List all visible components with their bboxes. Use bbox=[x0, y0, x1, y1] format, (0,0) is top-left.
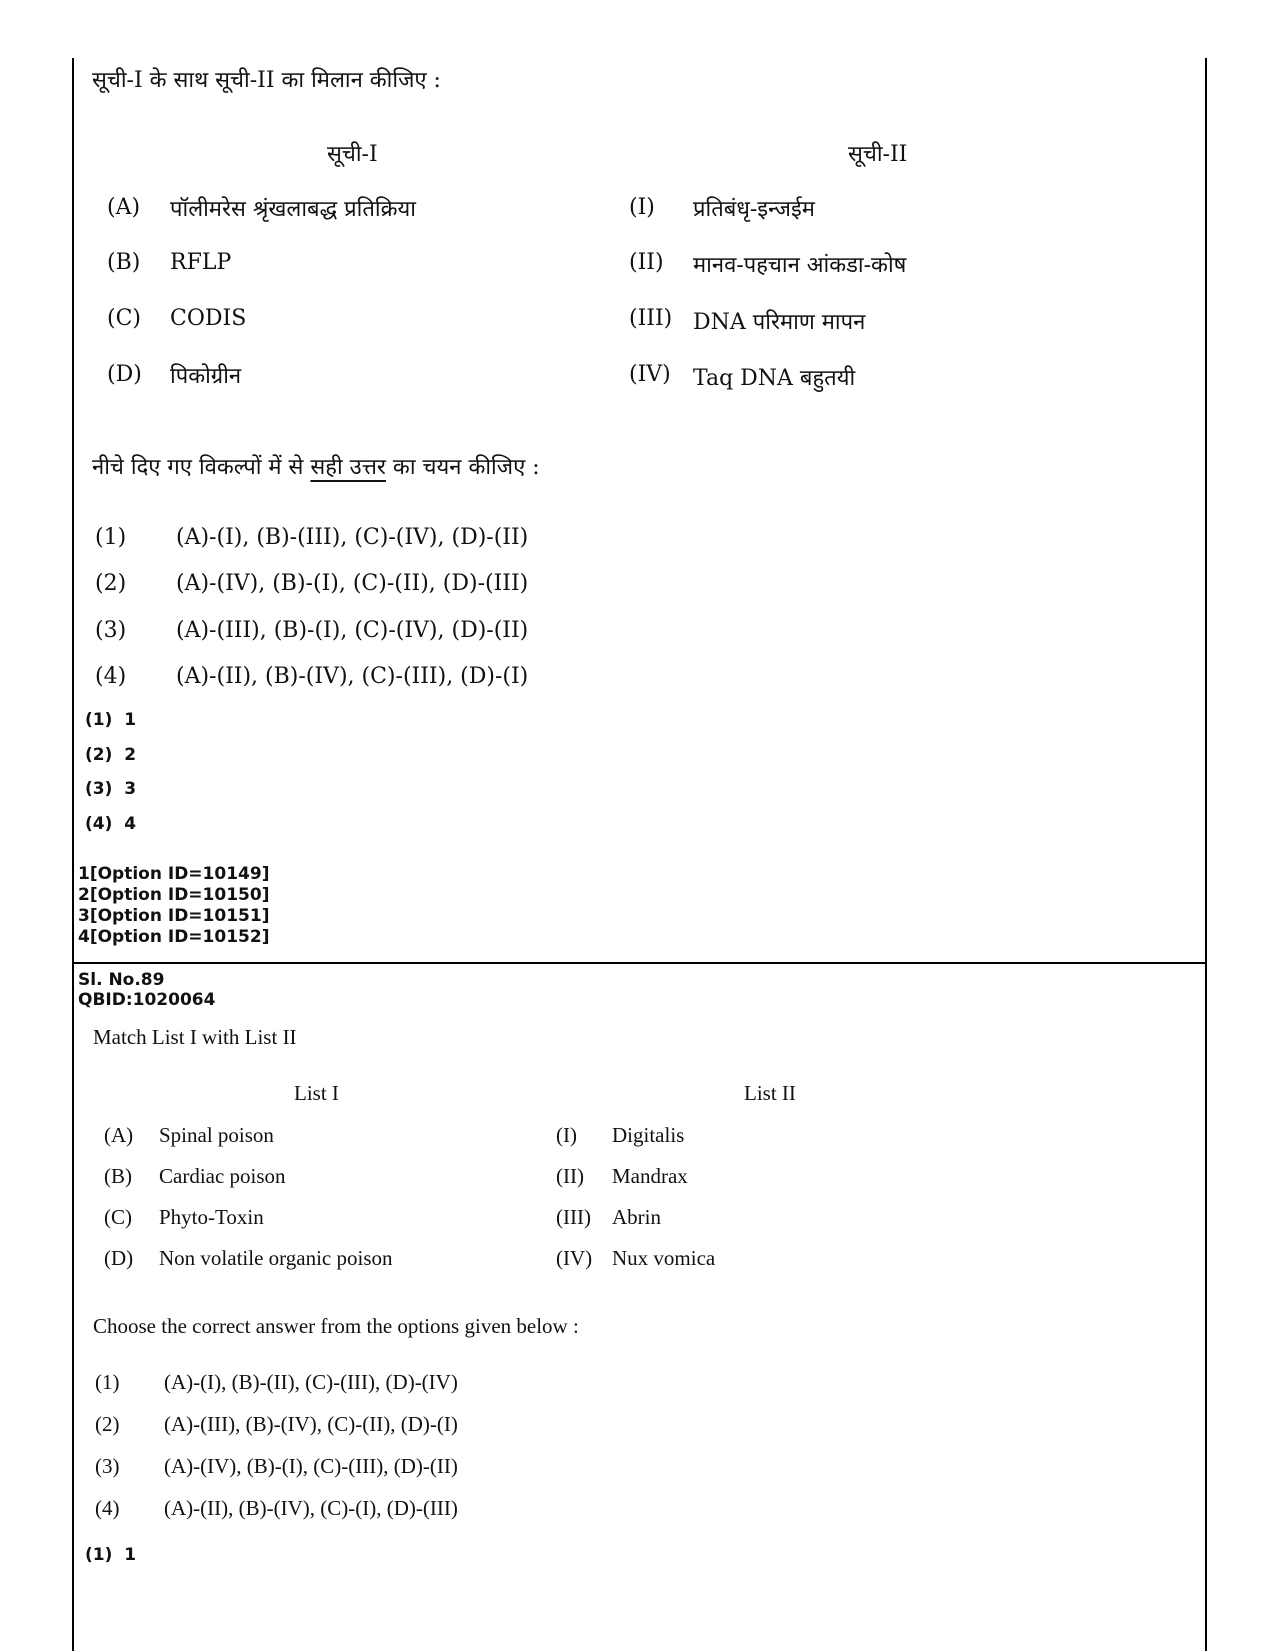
option-text-3: (A)-(III), (B)-(I), (C)-(IV), (D)-(II) bbox=[176, 618, 529, 643]
list1-item-d: पिकोग्रीन bbox=[170, 364, 242, 389]
option-label-3: (3) bbox=[95, 618, 127, 643]
answer-choice-1[interactable] bbox=[85, 1545, 136, 1565]
answer-choice-1[interactable] bbox=[85, 710, 136, 730]
option-label-1: (1) bbox=[95, 1370, 120, 1394]
list1-item-a: Spinal poison bbox=[159, 1123, 274, 1147]
list1-label-b: (B) bbox=[107, 250, 141, 275]
option-label-4: (4) bbox=[95, 1496, 120, 1520]
list1-label-c: (C) bbox=[107, 306, 141, 331]
list1-label-d: (D) bbox=[107, 362, 142, 387]
option-id-1: 1[Option ID=10149] bbox=[78, 864, 270, 884]
list1-item-c: Phyto-Toxin bbox=[159, 1205, 264, 1229]
answer-choice-4[interactable] bbox=[85, 814, 136, 834]
list2-label-iii: (III) bbox=[629, 306, 673, 331]
list2-item-i: Digitalis bbox=[612, 1123, 685, 1147]
choose-instruction bbox=[92, 451, 540, 481]
list2-label-i: (I) bbox=[556, 1123, 577, 1147]
answer-choice-label: (3) bbox=[85, 779, 113, 799]
answer-choice-value: 2 bbox=[124, 745, 137, 765]
left-border bbox=[72, 58, 74, 1651]
choose-underlined: सही उत्तर bbox=[310, 455, 386, 480]
question-instruction: सूची-I के साथ सूची-II का मिलान कीजिए : bbox=[92, 68, 441, 93]
option-id-3: 3[Option ID=10151] bbox=[78, 906, 270, 926]
list1-label-a: (A) bbox=[107, 195, 141, 220]
answer-choice-2[interactable] bbox=[85, 745, 136, 765]
list2-item-i: प्रतिबंधृ-इन्जईम bbox=[693, 197, 815, 222]
list1-label-b: (B) bbox=[104, 1164, 132, 1188]
answer-choice-value: 4 bbox=[124, 814, 137, 834]
answer-choice-label: (4) bbox=[85, 814, 113, 834]
question-instruction: Match List I with List II bbox=[93, 1025, 297, 1049]
list1-item-c: CODIS bbox=[170, 306, 247, 331]
list1-heading: सूची-I bbox=[327, 142, 378, 167]
choose-suffix: का चयन कीजिए : bbox=[385, 455, 540, 480]
option-label-2: (2) bbox=[95, 571, 127, 596]
list1-label-c: (C) bbox=[104, 1205, 132, 1229]
question-bank-id: QBID:1020064 bbox=[78, 990, 216, 1010]
option-text-1: (A)-(I), (B)-(III), (C)-(IV), (D)-(II) bbox=[176, 525, 529, 550]
answer-choice-value: 1 bbox=[124, 1545, 137, 1565]
option-id-2: 2[Option ID=10150] bbox=[78, 885, 270, 905]
right-border bbox=[1205, 58, 1207, 1651]
list1-item-b: Cardiac poison bbox=[159, 1164, 286, 1188]
list1-label-a: (A) bbox=[104, 1123, 134, 1147]
option-label-1: (1) bbox=[95, 525, 127, 550]
list2-label-ii: (II) bbox=[629, 250, 664, 275]
list2-label-iv: (IV) bbox=[629, 362, 671, 387]
list2-item-ii: Mandrax bbox=[612, 1164, 688, 1188]
option-label-2: (2) bbox=[95, 1412, 120, 1436]
question-divider bbox=[72, 962, 1206, 964]
list2-label-i: (I) bbox=[629, 195, 655, 220]
option-label-3: (3) bbox=[95, 1454, 120, 1478]
list1-item-b: RFLP bbox=[170, 250, 232, 275]
list2-item-iv: Taq DNA बहुतयी bbox=[693, 366, 856, 391]
option-text-4: (A)-(II), (B)-(IV), (C)-(I), (D)-(III) bbox=[164, 1496, 458, 1520]
answer-choice-label: (2) bbox=[85, 745, 113, 765]
list1-item-a: पॉलीमरेस श्रृंखलाबद्ध प्रतिक्रिया bbox=[170, 197, 416, 222]
list2-item-ii: मानव-पहचान आंकडा-कोष bbox=[693, 253, 907, 278]
answer-choice-value: 3 bbox=[124, 779, 137, 799]
serial-number: Sl. No.89 bbox=[78, 970, 165, 990]
option-text-2: (A)-(III), (B)-(IV), (C)-(II), (D)-(I) bbox=[164, 1412, 458, 1436]
list1-label-d: (D) bbox=[104, 1246, 134, 1270]
answer-choice-label: (1) bbox=[85, 710, 113, 730]
choose-instruction: Choose the correct answer from the options given below : bbox=[93, 1314, 579, 1338]
option-text-1: (A)-(I), (B)-(II), (C)-(III), (D)-(IV) bbox=[164, 1370, 458, 1394]
list2-item-iii: DNA परिमाण मापन bbox=[693, 310, 866, 335]
answer-choice-3[interactable] bbox=[85, 779, 136, 799]
choose-prefix: नीचे दिए गए विकल्पों में से bbox=[92, 455, 311, 480]
option-text-4: (A)-(II), (B)-(IV), (C)-(III), (D)-(I) bbox=[176, 664, 529, 689]
list2-heading: List II bbox=[744, 1081, 796, 1105]
list2-item-iv: Nux vomica bbox=[612, 1246, 716, 1270]
answer-choice-value: 1 bbox=[124, 710, 137, 730]
list2-heading: सूची-II bbox=[848, 142, 908, 167]
option-label-4: (4) bbox=[95, 664, 127, 689]
list1-item-d: Non volatile organic poison bbox=[159, 1246, 393, 1270]
list2-label-iv: (IV) bbox=[556, 1246, 593, 1270]
list2-label-ii: (II) bbox=[556, 1164, 584, 1188]
answer-choice-label: (1) bbox=[85, 1545, 113, 1565]
list1-heading: List I bbox=[294, 1081, 339, 1105]
option-id-4: 4[Option ID=10152] bbox=[78, 927, 270, 947]
list2-item-iii: Abrin bbox=[612, 1205, 661, 1229]
list2-label-iii: (III) bbox=[556, 1205, 591, 1229]
option-text-2: (A)-(IV), (B)-(I), (C)-(II), (D)-(III) bbox=[176, 571, 529, 596]
option-text-3: (A)-(IV), (B)-(I), (C)-(III), (D)-(II) bbox=[164, 1454, 458, 1478]
